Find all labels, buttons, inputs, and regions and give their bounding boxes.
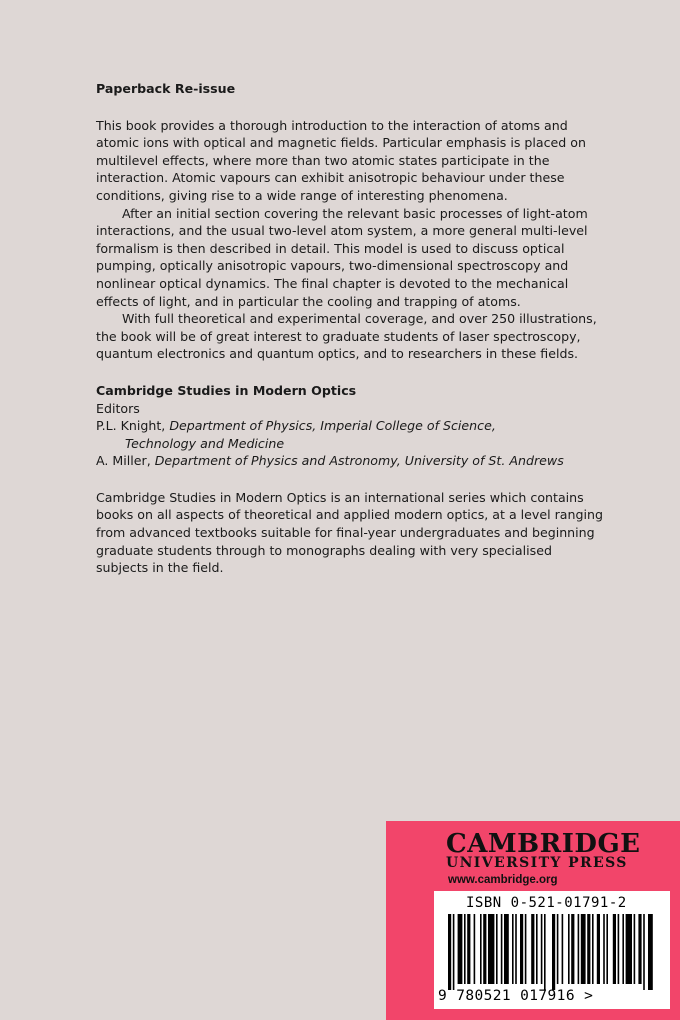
- barcode-bar: [557, 914, 559, 984]
- series-description: Cambridge Studies in Modern Optics is an international series which contains books on all aspects of theoretical and applied modern optics, at a level ranging from advanced textbooks suitable for final-year undergraduates and beginning graduate students through to monographs dealing with very specialised subjects in the field.: [96, 489, 603, 576]
- barcode-bar: [597, 914, 600, 984]
- barcode-bar: [501, 914, 503, 984]
- barcode-bar: [448, 914, 451, 990]
- barcode-bar: [618, 914, 620, 984]
- editors-label: Editors: [96, 400, 140, 416]
- barcode-bar: [568, 914, 570, 984]
- barcode-bar: [581, 914, 586, 984]
- isbn-label: ISBN 0-521-01791-2: [466, 895, 627, 911]
- barcode-bar: [622, 914, 624, 984]
- barcode-bar: [544, 914, 546, 990]
- publisher-logo-name: CAMBRIDGE: [446, 829, 641, 859]
- barcode-bar: [483, 914, 486, 984]
- barcode-bar: [453, 914, 455, 990]
- isbn-barcode: [434, 891, 670, 1009]
- barcode-bar: [458, 914, 463, 984]
- back-cover-text: [96, 80, 606, 577]
- barcode-bar: [571, 914, 574, 984]
- publisher-url: www.cambridge.org: [448, 874, 558, 886]
- barcode-bar: [525, 914, 527, 984]
- editor-entry: [96, 452, 606, 470]
- publisher-logo-subtitle: UNIVERSITY PRESS: [446, 855, 628, 871]
- editor-affiliation: Department of Physics, Imperial College of Science,: [169, 418, 496, 434]
- blurb-paragraph: This book provides a thorough introduction to the interaction of atoms and atomic ions with optical and magnetic fields. Particular emphasis is placed on multilevel effects, where more than two atomic states participate in the interaction. Atomic vapours can exhibit anisotropic behaviour under these conditions, giving rise to a wide range of interesting phenomena.: [96, 117, 586, 203]
- barcode-bars: [448, 914, 658, 990]
- barcode-bar: [480, 914, 482, 984]
- barcode-bar: [613, 914, 616, 984]
- barcode-bar: [496, 914, 498, 984]
- publisher-panel: [386, 821, 680, 1020]
- barcode-bar: [587, 914, 590, 984]
- blurb-paragraph: With full theoretical and experimental coverage, and over 250 illustrations, the book will be of great interest to graduate students of laser spectroscopy, quantum electronics and quantum optics, and to researchers in these fields.: [96, 311, 597, 362]
- barcode-bar: [562, 914, 564, 984]
- editor-entry: [96, 417, 606, 435]
- editor-affiliation: Department of Physics and Astronomy, University of St. Andrews: [154, 453, 564, 469]
- barcode-bar: [512, 914, 514, 984]
- barcode-bar: [520, 914, 523, 984]
- editor-name: P.L. Knight,: [96, 418, 170, 434]
- book-blurb: [96, 117, 606, 363]
- reissue-heading: Paperback Re-issue: [96, 81, 236, 96]
- barcode-bar: [504, 914, 509, 984]
- editor-affiliation-continued: Technology and Medicine: [125, 435, 285, 451]
- barcode-bar: [634, 914, 636, 984]
- barcode-bar: [536, 914, 538, 984]
- barcode-bar: [638, 914, 641, 984]
- barcode-bar: [643, 914, 645, 990]
- barcode-bar: [467, 914, 470, 984]
- barcode-bar: [606, 914, 608, 984]
- barcode-bar: [541, 914, 543, 984]
- barcode-bar: [578, 914, 580, 984]
- barcode-bar: [626, 914, 632, 984]
- barcode-bar: [648, 914, 653, 990]
- barcode-bar: [592, 914, 594, 984]
- barcode-number: 9 780521 017916 >: [438, 988, 594, 1004]
- barcode-bar: [531, 914, 534, 984]
- blurb-paragraph: After an initial section covering the relevant basic processes of light-atom interactions, and the usual two-level atom system, a more general multi-level formalism is then described in detail. This model is used to discuss optical pumping, optically anisotropic vapours, two-dimensional spectroscopy and nonlinear optical dynamics. The final chapter is devoted to the mechanical effects of light, and in particular the cooling and trapping of atoms.: [96, 205, 588, 309]
- barcode-bar: [515, 914, 517, 984]
- barcode-bar: [464, 914, 466, 984]
- barcode-bar: [552, 914, 555, 990]
- barcode-bar: [488, 914, 494, 984]
- editor-name: A. Miller,: [96, 453, 155, 469]
- barcode-bar: [603, 914, 605, 984]
- series-title: Cambridge Studies in Modern Optics: [96, 382, 357, 398]
- barcode-bar: [474, 914, 476, 984]
